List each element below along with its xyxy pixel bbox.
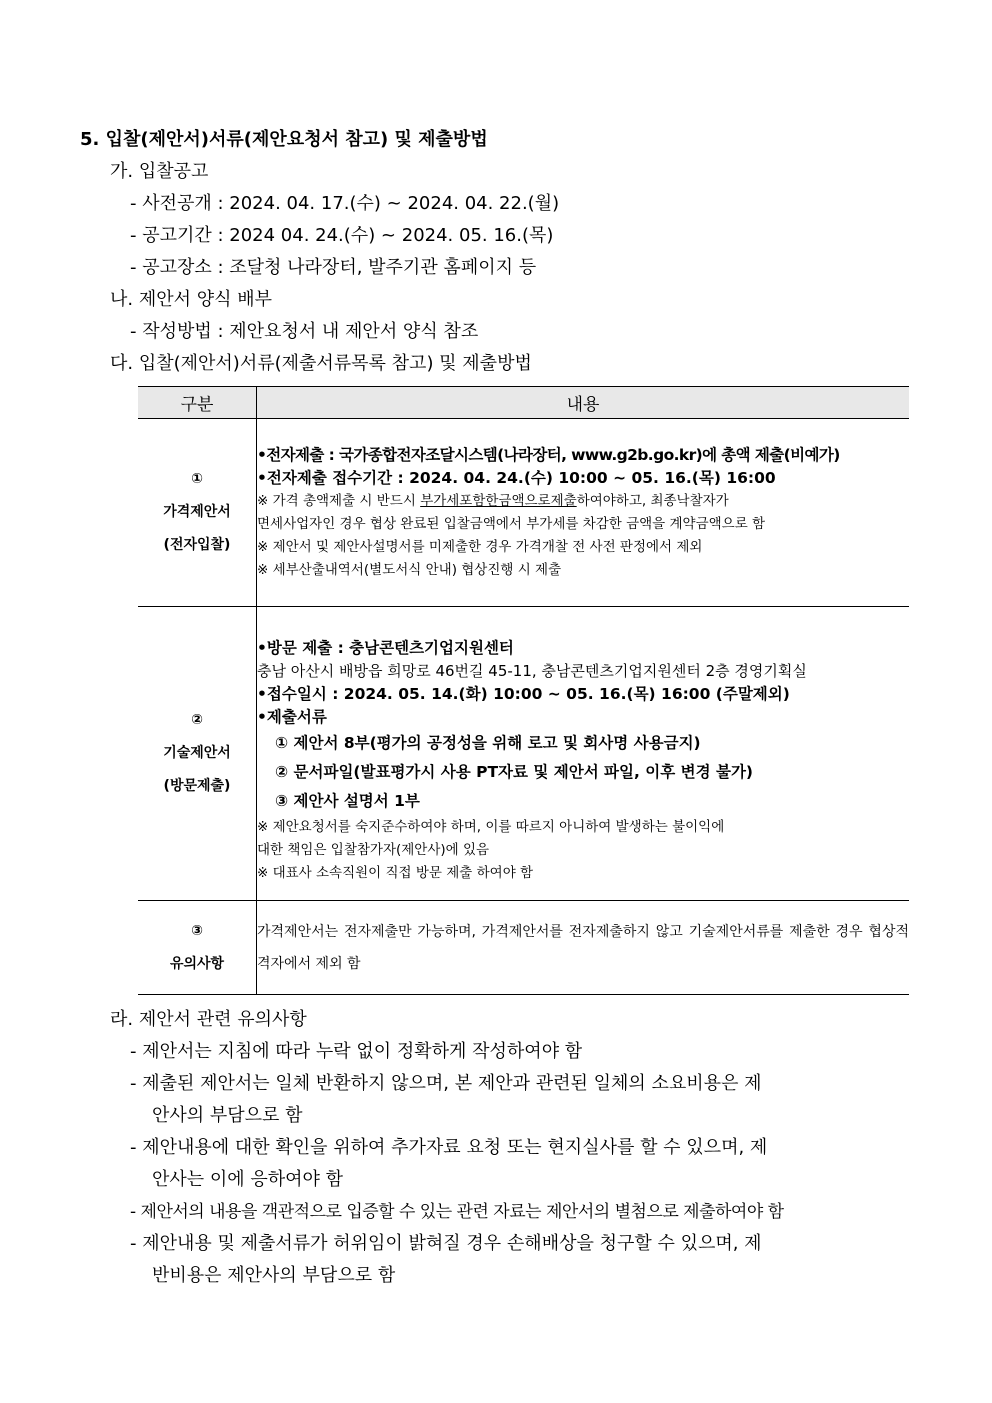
ra-item-5-cont: 반비용은 제안사의 부담으로 함 (152, 1265, 396, 1286)
row1-note2: ※ 제안서 및 제안사설명서를 미제출한 경우 가격개찰 전 사전 판정에서 제외 (257, 538, 703, 555)
header-category: 구분 (138, 387, 257, 419)
row1-note1-underline: 부가세포함한금액으로제출 (420, 492, 577, 509)
row2-cat-sub: (방문제출) (163, 778, 231, 794)
row1-line1: •전자제출 : 국가종합전자조달시스템(나라장터, www.g2b.go.kr)에 총액 제출(비예가) (257, 445, 840, 464)
row2-sub1: ① 제안서 8부(평가의 공정성을 위해 로고 및 회사명 사용금지) (275, 733, 701, 752)
row1-number: ① (191, 471, 203, 487)
row2-address: 충남 아산시 배방읍 희망로 46번길 45-11, 충남콘텐츠기업지원센터 2층 경영기획실 (257, 661, 807, 680)
row1-note3: ※ 세부산출내역서(별도서식 안내) 협상진행 시 제출 (257, 561, 562, 578)
row2-line3: •접수일시 : 2024. 05. 14.(화) 10:00 ~ 05. 16.(목) 16:00 (주말제외) (257, 684, 790, 703)
row2-content (257, 607, 910, 901)
row1-note1-b: 하여야하고, 최종낙찰자가 (576, 492, 729, 509)
table-row (138, 901, 909, 995)
row2-note1: ※ 제안요청서를 숙지준수하여야 하며, 이를 따르지 아니하여 발생하는 불이익에 (257, 818, 725, 835)
row3-category (138, 901, 257, 995)
row2-cat-label: 기술제안서 (163, 745, 231, 761)
row2-sub3: ③ 제안사 설명서 1부 (275, 791, 420, 810)
ra-item-1: - 제안서는 지침에 따라 누락 없이 정확하게 작성하여야 함 (130, 1041, 583, 1062)
row1-note1-cont: 면세사업자인 경우 협상 완료된 입찰금액에서 부가세를 차감한 금액을 계약금액으로 함 (257, 515, 766, 532)
row2-note1-cont: 대한 책임은 입찰참가자(제안사)에 있음 (257, 841, 490, 858)
row2-category (138, 607, 257, 901)
heading-ga: 가. 입찰공고 (110, 161, 209, 182)
row3-content: 가격제안서는 전자제출만 가능하며, 가격제안서를 전자제출하지 않고 기술제안서류를 제출한 경우 협상적격자에서 제외 함 (257, 901, 910, 995)
row1-line2: •전자제출 접수기간 : 2024. 04. 24.(수) 10:00 ~ 05. 16.(목) 16:00 (257, 468, 776, 487)
section-title: 5. 입찰(제안서)서류(제안요청서 참고) 및 제출방법 (80, 129, 488, 150)
header-content: 내용 (257, 387, 910, 419)
ga-item-place: - 공고장소 : 조달청 나라장터, 발주기관 홈페이지 등 (130, 257, 537, 278)
table-header-row (138, 387, 909, 419)
ra-item-2-cont: 안사의 부담으로 함 (152, 1105, 303, 1126)
row2-sub2: ② 문서파일(발표평가시 사용 PT자료 및 제안서 파일, 이후 변경 불가) (275, 762, 754, 781)
row2-line1: •방문 제출 : 충남콘텐츠기업지원센터 (257, 638, 514, 657)
row1-cat-sub: (전자입찰) (163, 537, 231, 553)
ra-item-5: - 제안내용 및 제출서류가 허위임이 밝혀질 경우 손해배상을 청구할 수 있으며, 제 (130, 1233, 762, 1254)
heading-na: 나. 제안서 양식 배부 (110, 289, 272, 310)
ra-item-3-cont: 안사는 이에 응하여야 함 (152, 1169, 344, 1190)
row1-cat-label: 가격제안서 (163, 504, 231, 520)
ra-item-3: - 제안내용에 대한 확인을 위하여 추가자료 요청 또는 현지실사를 할 수 있으며, 제 (130, 1137, 768, 1158)
ra-item-2: - 제출된 제안서는 일체 반환하지 않으며, 본 제안과 관련된 일체의 소요비용은 제 (130, 1073, 762, 1094)
na-item-method: - 작성방법 : 제안요청서 내 제안서 양식 참조 (130, 321, 479, 342)
row2-number: ② (191, 712, 203, 728)
row1-note1 (257, 490, 909, 513)
ga-item-preview: - 사전공개 : 2024. 04. 17.(수) ~ 2024. 04. 22.(월) (130, 193, 560, 214)
row1-note1-a: ※ 가격 총액제출 시 반드시 (257, 492, 421, 509)
ra-item-4: - 제안서의 내용을 객관적으로 입증할 수 있는 관련 자료는 제안서의 별첨으로 제출하여야 함 (130, 1202, 784, 1222)
row2-note2: ※ 대표사 소속직원이 직접 방문 제출 하여야 함 (257, 864, 534, 881)
row1-content (257, 419, 910, 607)
heading-da: 다. 입찰(제안서)서류(제출서류목록 참고) 및 제출방법 (110, 353, 532, 374)
heading-ra: 라. 제안서 관련 유의사항 (110, 1009, 307, 1030)
row2-line4: •제출서류 (257, 707, 327, 726)
table-row (138, 419, 909, 607)
row3-number: ③ (191, 922, 203, 939)
row3-cat-label: 유의사항 (169, 955, 225, 972)
row1-category (138, 419, 257, 607)
submission-table (138, 386, 909, 995)
ga-item-period: - 공고기간 : 2024 04. 24.(수) ~ 2024. 05. 16.(목) (130, 225, 554, 246)
table-row (138, 607, 909, 901)
